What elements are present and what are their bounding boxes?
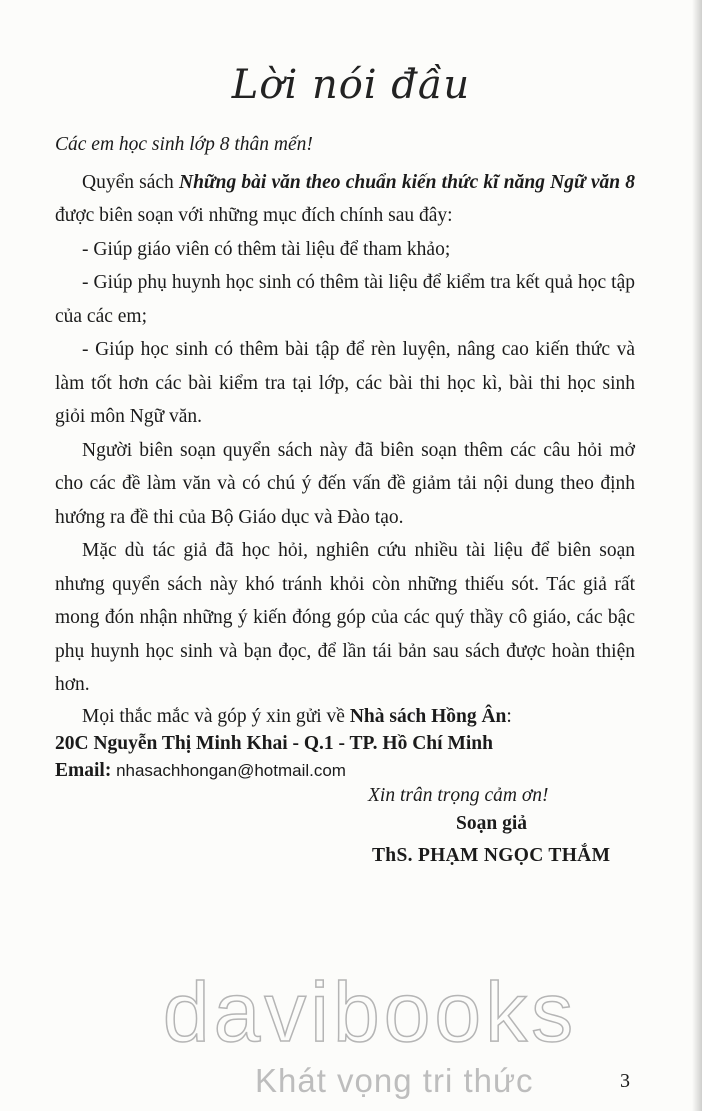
email-label: Email:	[55, 760, 112, 781]
book-title: Những bài văn theo chuẩn kiến thức kĩ năng Ngữ văn 8	[178, 171, 635, 193]
purpose-item-2: - Giúp phụ huynh học sinh có thêm tài liệu để kiểm tra kết quả học tập của các em;	[55, 272, 635, 327]
contact-colon: :	[506, 706, 512, 727]
email-line	[55, 757, 512, 784]
email-address: nhasachhongan@hotmail.com	[111, 761, 346, 780]
author-role: Soạn giả	[456, 813, 527, 834]
author-name: ThS. PHẠM NGỌC THẮM	[372, 845, 611, 866]
intro-before: Quyển sách	[82, 171, 179, 193]
contact-intro: Mọi thắc mắc và góp ý xin gửi về	[82, 706, 350, 727]
preface-body	[55, 128, 635, 702]
purpose-item-1: - Giúp giáo viên có thêm tài liệu để tham khảo;	[82, 238, 451, 260]
intro-paragraph	[55, 166, 635, 233]
contact-block	[55, 703, 512, 784]
feedback-paragraph: Mặc dù tác giả đã học hỏi, nghiên cứu nhiều tài liệu để biên soạn nhưng quyển sách này khó tránh khỏi còn những thiếu sót. Tác giả rất mong đón nhận những ý kiến đóng góp của các quý thầy cô giáo, các bậc phụ huynh học sinh và bạn đọc, để lần tái bản sau sách được hoàn thiện hơn.	[55, 540, 635, 695]
page-title: Lời nói đầu	[231, 62, 471, 108]
intro-after: được biên soạn với những mục đích chính sau đây:	[55, 205, 453, 226]
page-number: 3	[620, 1070, 630, 1092]
publisher-address: 20C Nguyễn Thị Minh Khai - Q.1 - TP. Hồ Chí Minh	[55, 733, 493, 754]
page-binding-shadow	[692, 0, 702, 1111]
editor-paragraph: Người biên soạn quyển sách này đã biên soạn thêm các câu hỏi mở cho các đề làm văn và có chú ý đến vấn đề giảm tải nội dung theo định hướng ra đề thi của Bộ Giáo dục và Đào tạo.	[55, 439, 635, 528]
purpose-item-3: - Giúp học sinh có thêm bài tập để rèn luyện, nâng cao kiến thức và làm tốt hơn các bài kiểm tra tại lớp, các bài thi học kì, bài thi học sinh giỏi môn Ngữ văn.	[55, 339, 635, 427]
watermark-slogan: Khát vọng tri thức	[255, 1062, 534, 1099]
publisher-name: Nhà sách Hồng Ân	[349, 706, 507, 727]
greeting: Các em học sinh lớp 8 thân mến!	[55, 134, 313, 155]
contact-line	[55, 703, 512, 730]
watermark-logo: davibooks	[162, 965, 578, 1059]
thanks-line: Xin trân trọng cảm ơn!	[368, 785, 549, 806]
